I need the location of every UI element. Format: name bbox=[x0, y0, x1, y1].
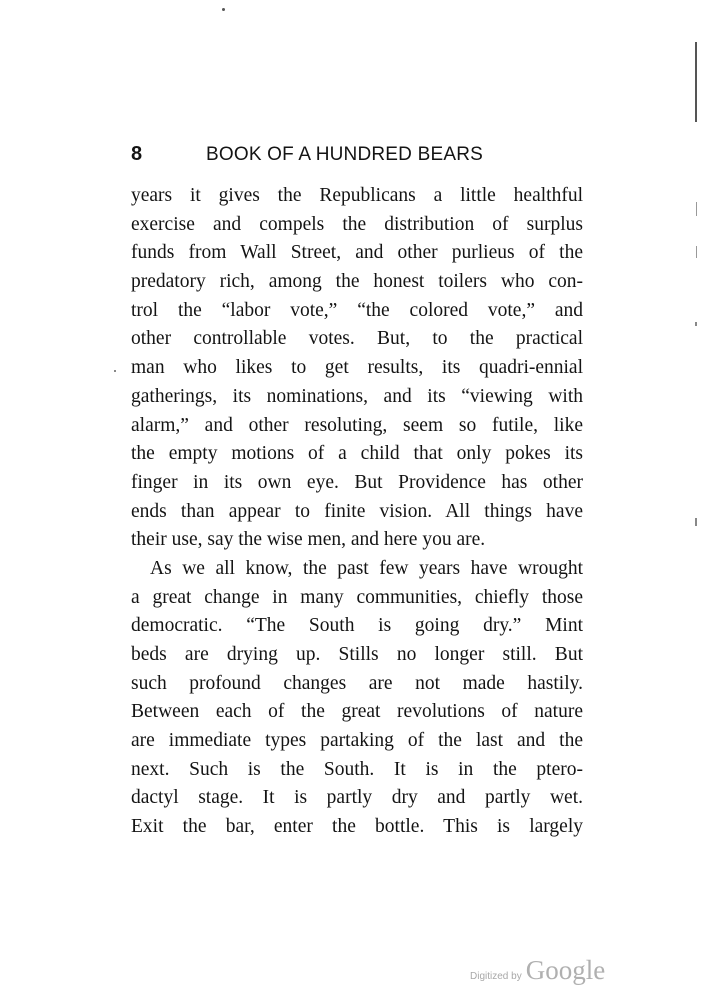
text-line: funds from Wall Street, and other purlieus of the bbox=[131, 242, 583, 264]
text-line: exercise and compels the distribution of surplus bbox=[131, 213, 583, 235]
scan-edge-mark bbox=[695, 322, 697, 326]
text-line: ends than appear to finite vision. All things have bbox=[131, 500, 583, 522]
scan-edge-mark bbox=[696, 202, 697, 216]
paragraph-2 bbox=[131, 555, 583, 842]
text-line: a great change in many communities, chiefly those bbox=[131, 586, 583, 608]
text-line: such profound changes are not made hastily. bbox=[131, 672, 583, 694]
text-line: trol the “labor vote,” “the colored vote,” and bbox=[131, 299, 583, 321]
text-line: alarm,” and other resoluting, seem so futile, like bbox=[131, 414, 583, 436]
watermark-prefix: Digitized by bbox=[470, 971, 522, 982]
text-line: man who likes to get results, its quadri-ennial bbox=[131, 357, 583, 379]
text-line: next. Such is the South. It is in the ptero- bbox=[131, 758, 583, 780]
scan-speck bbox=[222, 8, 225, 11]
text-line: Exit the bar, enter the bottle. This is largely bbox=[131, 816, 583, 838]
text-line: other controllable votes. But, to the practical bbox=[131, 328, 583, 350]
text-line: predatory rich, among the honest toilers who con- bbox=[131, 271, 583, 293]
scan-edge-mark bbox=[696, 246, 697, 258]
text-line: their use, say the wise men, and here you are. bbox=[131, 529, 486, 551]
paragraph-1 bbox=[131, 182, 583, 555]
page-number: 8 bbox=[131, 143, 143, 165]
text-line: Between each of the great revolutions of nature bbox=[131, 701, 583, 723]
digitized-watermark bbox=[470, 955, 605, 985]
text-line: finger in its own eye. But Providence has other bbox=[131, 471, 583, 493]
scan-speck bbox=[114, 370, 116, 372]
running-head: BOOK OF A HUNDRED BEARS bbox=[206, 144, 483, 165]
text-line: the empty motions of a child that only pokes its bbox=[131, 443, 583, 465]
scan-edge-mark bbox=[695, 518, 697, 526]
page-header bbox=[131, 143, 591, 173]
text-line: dactyl stage. It is partly dry and partly wet. bbox=[131, 787, 583, 809]
text-line: years it gives the Republicans a little healthful bbox=[131, 185, 583, 206]
text-line: democratic. “The South is going dry.” Mint bbox=[131, 615, 583, 637]
google-logo: Google bbox=[525, 955, 606, 985]
text-line: As we all know, the past few years have wrought bbox=[150, 557, 583, 579]
scan-edge-mark bbox=[695, 42, 697, 122]
text-line: beds are drying up. Stills no longer still. But bbox=[131, 644, 583, 665]
text-line: are immediate types partaking of the last and the bbox=[131, 730, 583, 752]
text-line: gatherings, its nominations, and its “viewing with bbox=[131, 385, 583, 407]
page-body bbox=[131, 182, 583, 842]
